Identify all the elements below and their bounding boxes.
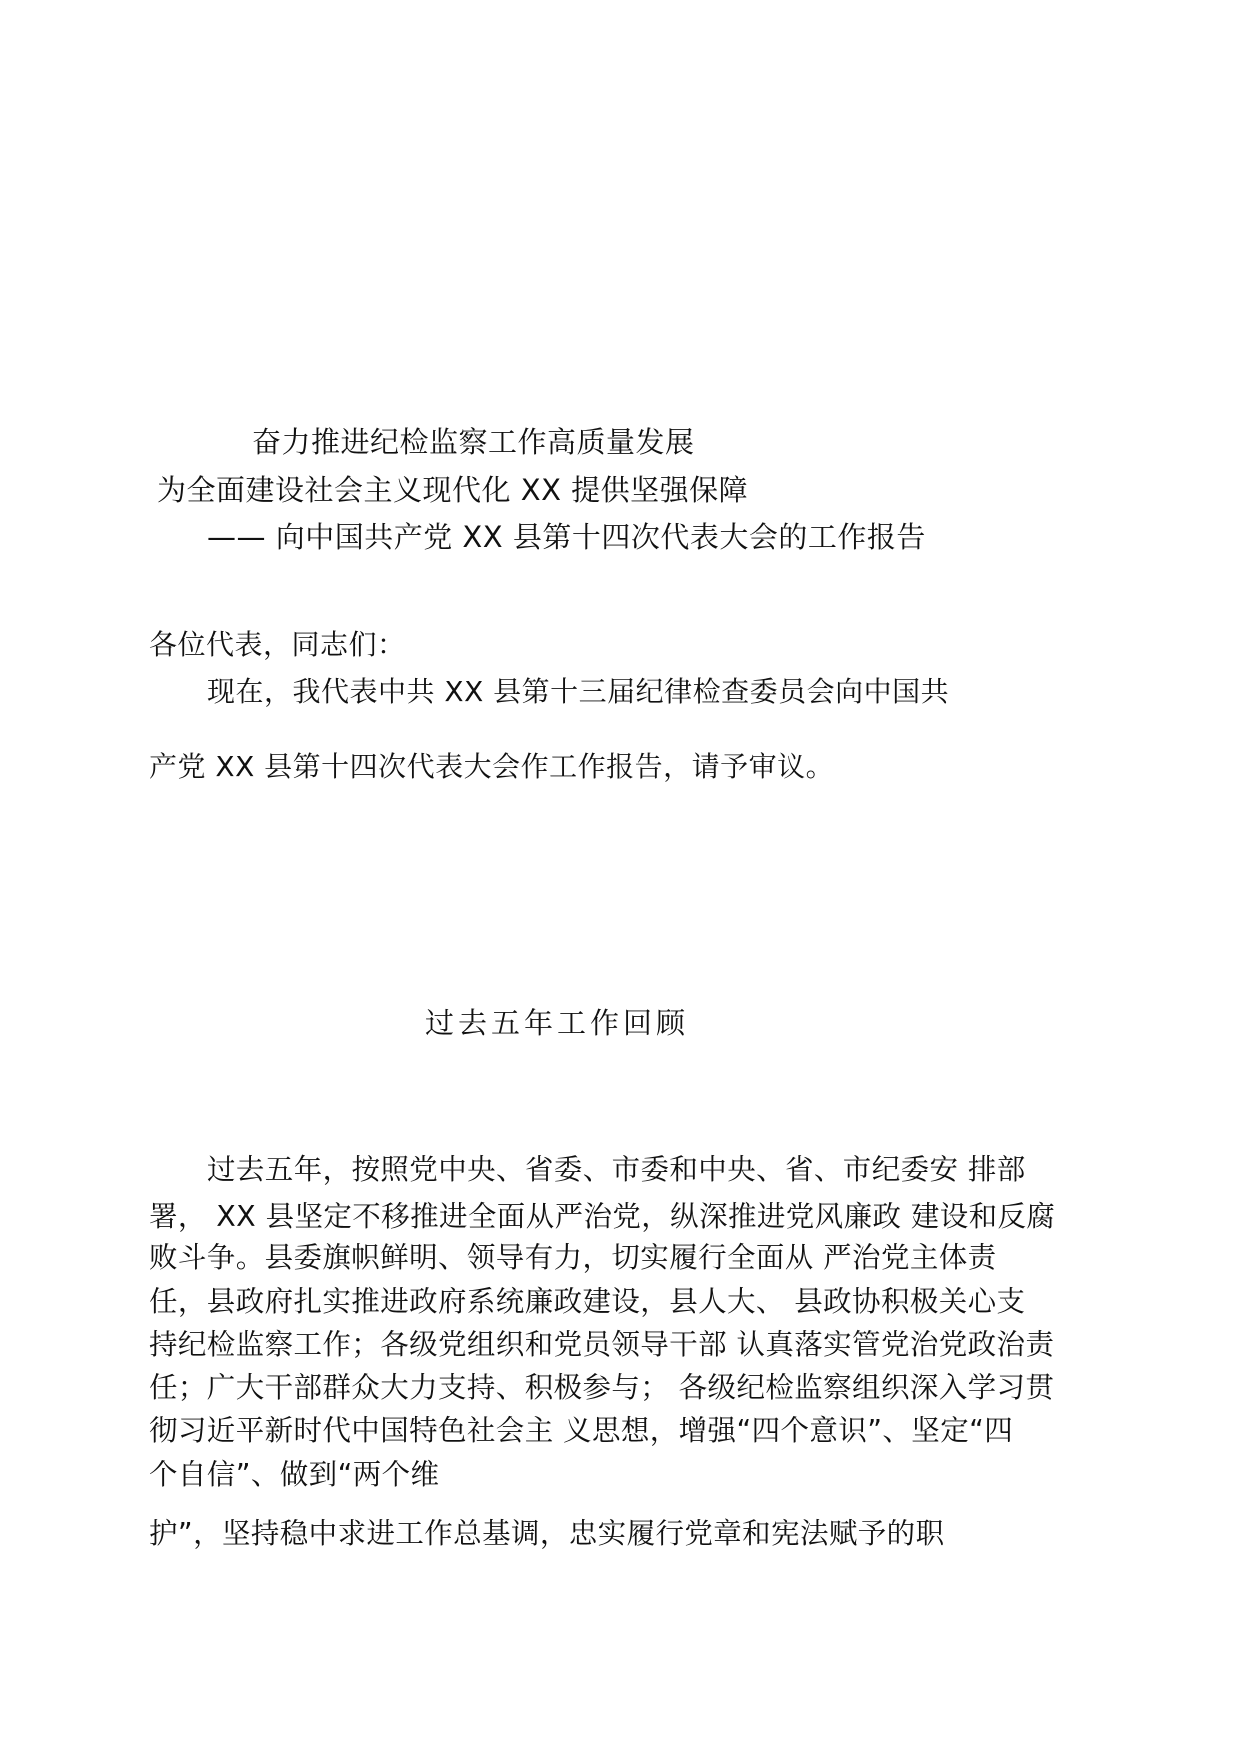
body-continued-line: 护”，坚持稳中求进工作总基调，忠实履行党章和宪法赋予的职 — [149, 1517, 945, 1550]
section-heading: 过去五年工作回顾 — [425, 1006, 690, 1040]
body-line-5: 持纪检监察工作；各级党组织和党员领导干部 认真落实管党治党政治责 — [149, 1328, 1055, 1361]
intro-line-2: 产党 XX 县第十四次代表大会作工作报告，请予审议。 — [149, 750, 835, 783]
body-line-3: 败斗争。县委旗帜鲜明、领导有力，切实履行全面从 严治党主体责 — [149, 1241, 997, 1274]
intro-line-1: 现在，我代表中共 XX 县第十三届纪律检查委员会向中国共 — [207, 675, 950, 708]
greeting: 各位代表，同志们： — [149, 628, 406, 661]
body-line-6: 任；广大干部群众大力支持、积极参与； 各级纪检监察组织深入学习贯 — [149, 1371, 1055, 1404]
body-line-1: 过去五年，按照党中央、省委、市委和中央、省、市纪委安 排部 — [207, 1153, 1026, 1186]
body-line-7: 彻习近平新时代中国特色社会主 义思想，增强“四个意识”、坚定“四 — [149, 1414, 1014, 1447]
report-title-line-2: 为全面建设社会主义现代化 XX 提供坚强保障 — [157, 473, 749, 507]
body-line-2: 署， XX 县坚定不移推进全面从严治党，纵深推进党风廉政 建设和反腐 — [149, 1200, 1056, 1233]
body-line-4: 任，县政府扎实推进政府系统廉政建设，县人大、 县政协积极关心支 — [149, 1285, 1026, 1318]
report-subtitle: —— 向中国共产党 XX 县第十四次代表大会的工作报告 — [207, 520, 926, 554]
body-line-8: 个自信”、做到“两个维 — [149, 1458, 440, 1491]
report-title-line-1: 奋力推进纪检监察工作高质量发展 — [252, 425, 695, 459]
